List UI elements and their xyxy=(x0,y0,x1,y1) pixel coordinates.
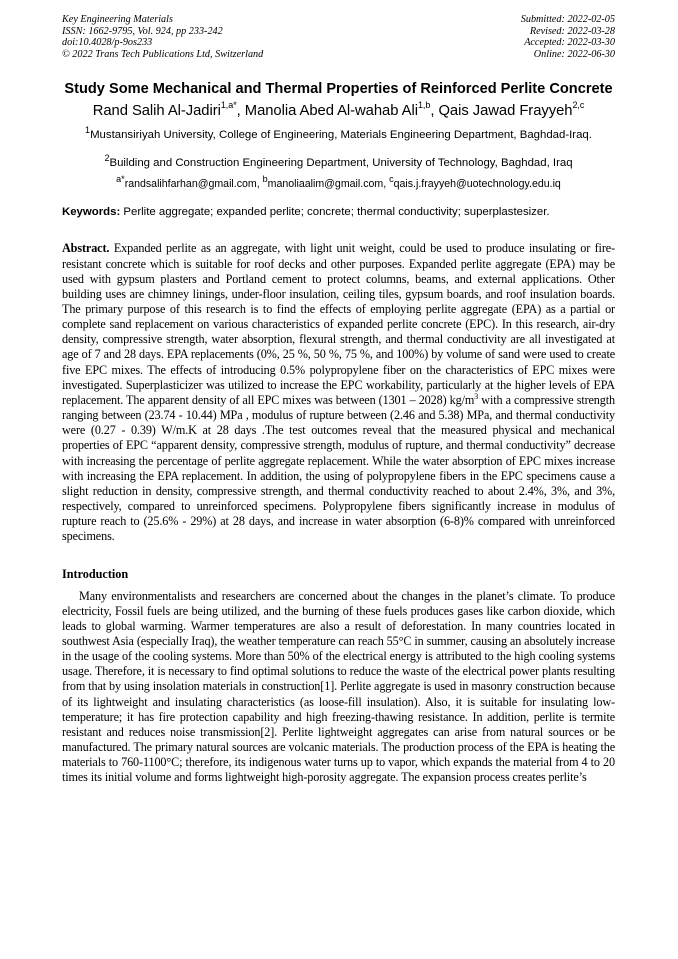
author-name: Manolia Abed Al-wahab Ali xyxy=(244,103,418,120)
paper-page xyxy=(62,14,615,786)
author-separator: , xyxy=(430,103,439,120)
email-marker: b xyxy=(262,173,268,184)
author-name: Rand Salih Al-Jadiri xyxy=(92,103,221,120)
introduction-paragraph: Many environmentalists and researchers are concerned about the changes in the planet’s climate. To produce electricity, Fossil fuels are being utilized, and the burning of these fuels produces gases like carbon dioxide, which leads to global warming. Warmer temperatures are also a result of deforestation. In many countries located in southwest Asia (especially Iraq), the weather temperature can reach 55°C in summer, causing an absolutely increase in the usage of the cooling systems. More than 50% of the electrical energy is attributed to the high cooling systems usage. Therefore, it is necessary to find optimal solutions to reduce the waste of the electrical power plants resulting from that by using insolation materials in construction[1]. Perlite aggregate is used in masonry construction because of its lightweight and insulating characteristics (as loose-fill insulation). Also, it is suitable for insulating low-temperature; it has fire protection capability and high freezing-thawing resistance. In addition, perlite is termite resistant and reduces noise transmission[2]. Perlite lightweight aggregates can arise from natural sources or be manufactured. The primary natural sources are volcanic materials. The production process of the EPA is heating the materials to 760-1100°C; therefore, its indigenous water turns up to vapor, which expands the material from 4 to 20 times its initial volume and forms lightweight high-porosity aggregate. The expansion process creates perlite’s xyxy=(62,588,615,785)
revised-date: Revised: 2022-03-28 xyxy=(529,25,615,37)
publication-dates xyxy=(521,14,615,60)
affiliation-marker: 2 xyxy=(104,152,110,163)
author-affiliation-marker: 1,a* xyxy=(220,100,237,111)
email-address[interactable]: qais.j.frayyeh@uotechnology.edu.iq xyxy=(393,178,561,191)
publication-info xyxy=(62,14,263,60)
author-affiliation-marker: 2,c xyxy=(572,100,585,111)
author-name: Qais Jawad Frayyeh xyxy=(438,103,573,120)
email-separator: , xyxy=(383,178,390,191)
email-address[interactable]: randsalihfarhan@gmail.com xyxy=(124,178,257,191)
affiliation-2 xyxy=(62,152,615,171)
accepted-date: Accepted: 2022-03-30 xyxy=(524,37,615,49)
email-address[interactable]: manoliaalim@gmail.com xyxy=(267,178,384,191)
email-marker: c xyxy=(389,173,394,184)
abstract-superscript: 3 xyxy=(474,391,479,401)
affiliation-1 xyxy=(62,124,615,143)
abstract-label: Abstract. xyxy=(62,241,110,256)
email-separator: , xyxy=(256,178,263,191)
abstract-text-continued: with a compressive strength ranging between (23.74 - 10.44) MPa , modulus of rupture between (2.46 and 5.38) MPa, and thermal conductivity were (0.27 - 0.39) W/m.K at 28 days .The test outcomes reveal that the measured physical and mechanical properties of EPC “apparent density, compressive strength, modulus of rupture, and thermal conductivity” decrease with increasing the percentage of perlite aggregate replacement. While the water absorption of EPC mixes increase with increasing the EPA replacement. In addition, the using of polypropylene fibers in the EPC specimens cause a slight reduction in density, compressive strength, and thermal conductivity reached to about 2.4%, 3%, and 3%, respectively, compared to unreinforced specimens. Polypropylene fibers significantly increase in modulus of rupture reach to (25.6% - 29%) at 28 days, and increase in water absorption (6-8)% compared with unreinforced specimens. xyxy=(62,392,615,544)
keywords-label: Keywords: xyxy=(62,206,121,219)
submitted-date: Submitted: 2022-02-05 xyxy=(520,14,615,25)
keywords-text: Perlite aggregate; expanded perlite; concrete; thermal conductivity; superplastesizer. xyxy=(123,206,550,219)
abstract xyxy=(62,241,615,544)
journal-name: Key Engineering Materials xyxy=(62,14,173,25)
doi: doi:10.4028/p-9os233 xyxy=(62,37,153,49)
paper-title: Study Some Mechanical and Thermal Properties of Reinforced Perlite Concrete xyxy=(64,81,613,98)
introduction-heading: Introduction xyxy=(62,566,129,581)
copyright: © 2022 Trans Tech Publications Ltd, Switzerland xyxy=(62,48,264,60)
abstract-text: Expanded perlite as an aggregate, with light unit weight, could be used to produce insulating or fire-resistant concrete which is suitable for roof decks and other purposes. Expanded perlite aggregate (EPA) may be used with gypsum plasters and Portland cement to protect columns, beams, and external applications. Other building uses are chimney linings, under-floor insulation, ceiling tiles, gypsum boards, and roof insulation boards. The primary purpose of this research is to find the effects of employing perlite aggregate (EPA) as a partial or complete sand replacement on various characteristics of expanded perlite concrete (EPC). In this research, air-dry density, compressive strength, water absorption, flexural strength, and thermal conductivity are all investigated at age of 7 and 28 days. EPA replacements (0%, 25 %, 50 %, 75 %, and 100%) by volume of sand were used to create five EPC mixes. The effects of introducing 0.5% polypropylene fiber on the characteristics of EPC mixes were investigated. Superplasticizer was utilized to increase the EPC workability, particularly at the higher levels of EPA replacement. The apparent density of all EPC mixes was between (1301 – 2028) kg/m xyxy=(62,241,615,407)
email-marker: a* xyxy=(116,173,125,184)
author-separator: , xyxy=(236,103,245,120)
keywords xyxy=(62,205,615,220)
author-list xyxy=(62,102,615,121)
journal-header xyxy=(62,14,615,60)
affiliation-marker: 1 xyxy=(85,124,91,135)
author-affiliation-marker: 1,b xyxy=(417,100,431,111)
author-emails xyxy=(62,173,615,191)
affiliation-text: Mustansiriyah University, College of Engineering, Materials Engineering Department, Baghdad-Iraq. xyxy=(90,129,592,142)
issn-volume: ISSN: 1662-9795, Vol. 924, pp 233-242 xyxy=(62,25,223,37)
affiliation-text: Building and Construction Engineering Department, University of Technology, Baghdad, Iraq xyxy=(109,157,573,170)
online-date: Online: 2022-06-30 xyxy=(533,48,615,60)
